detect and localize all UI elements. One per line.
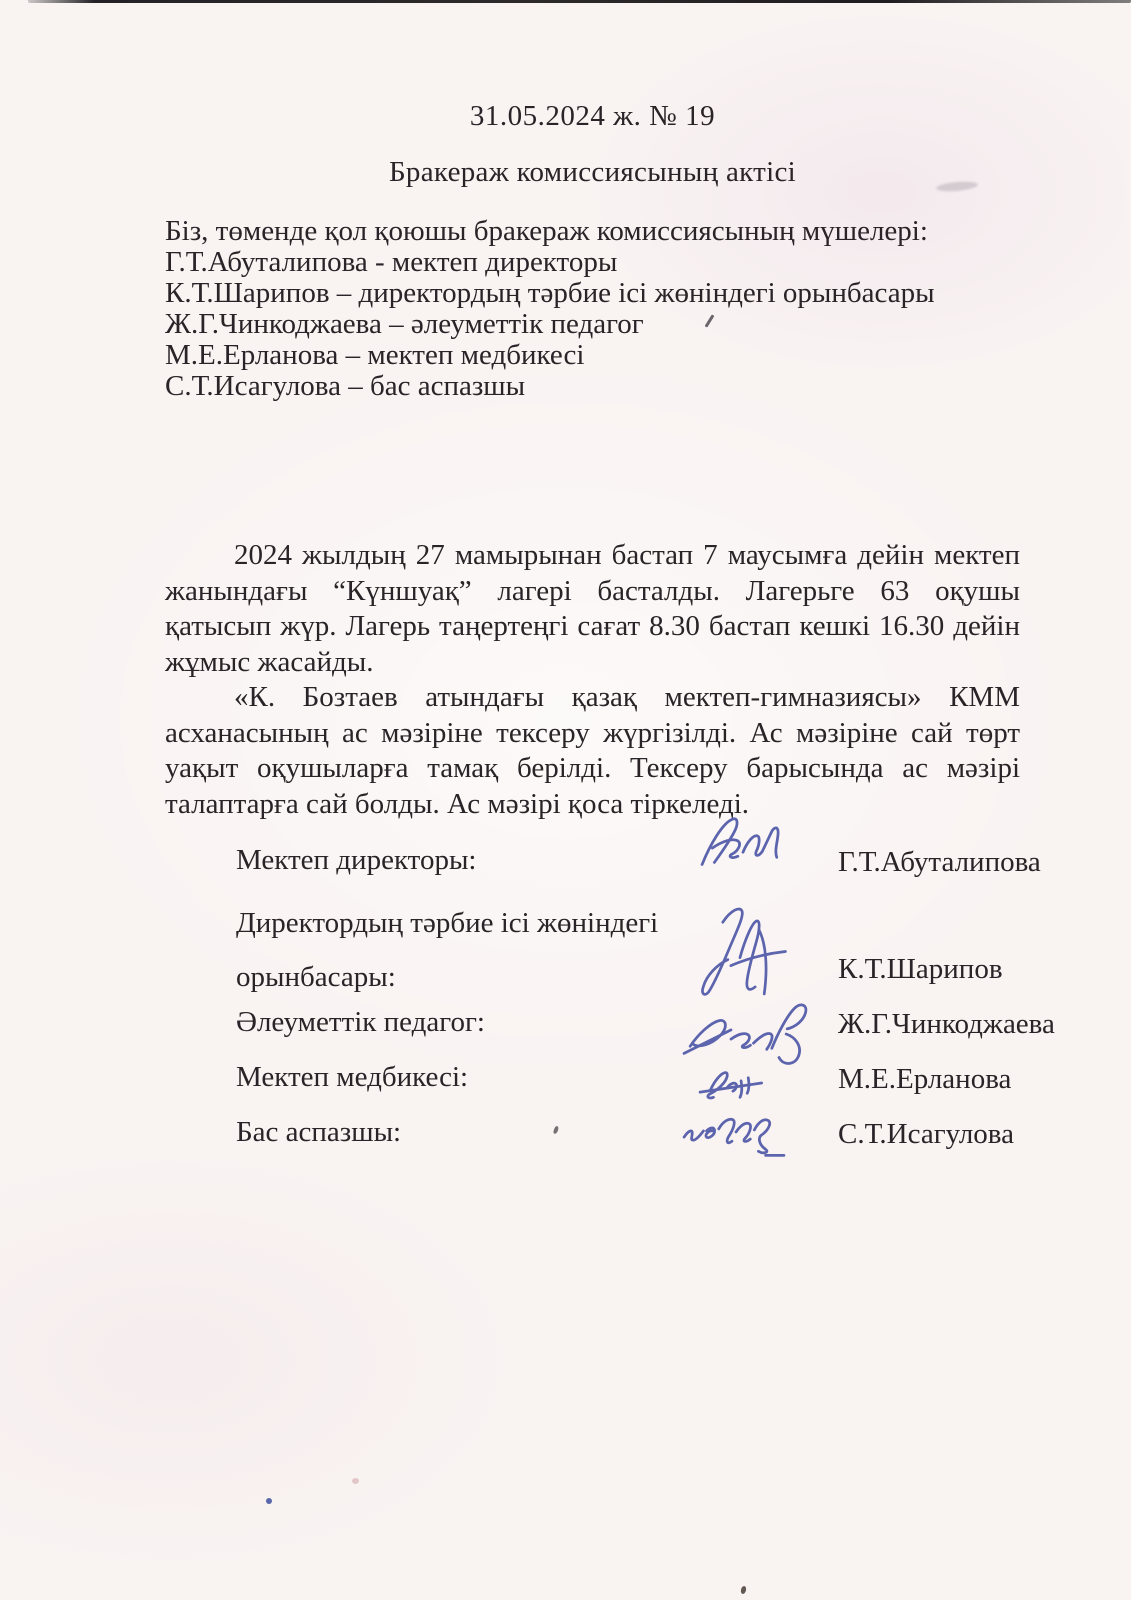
member-line: К.Т.Шарипов – директордың тәрбие ісі жөніндегі орынбасары <box>165 277 935 309</box>
scan-ink-dot <box>266 1498 272 1504</box>
signature-name: К.Т.Шарипов <box>838 953 1003 985</box>
handwritten-signature <box>696 1064 778 1106</box>
signature-name: Ж.Г.Чинкоджаева <box>838 1008 1055 1040</box>
member-line: С.Т.Исагулова – бас аспазшы <box>165 370 526 402</box>
scan-speck <box>352 1478 359 1484</box>
scan-speck <box>740 1585 747 1594</box>
body-paragraph: 2024 жылдың 27 мамырынан бастап 7 маусымға дейін мектеп жанындағы “Күншуақ” лагері басталды. Лагерьге 63 оқушы қатысып жүр. Лагерь таңертеңгі сағат 8.30 бастап кешкі 16.30 дейін жұмыс жасайды. <box>165 539 1020 678</box>
document-title: Бракераж комиссиясының актісі <box>388 156 797 188</box>
scan-edge-line <box>28 0 1131 3</box>
signature-name: М.Е.Ерланова <box>838 1063 1012 1095</box>
signature-role-label: Бас аспазшы: <box>236 1116 402 1148</box>
member-line: Ж.Г.Чинкоджаева – әлеуметтік педагог <box>165 308 644 340</box>
signature-name: Г.Т.Абуталипова <box>838 846 1041 878</box>
document-body <box>165 538 1020 822</box>
signature-role-label: Мектеп директоры: <box>236 844 477 876</box>
commission-members-section <box>165 216 1045 402</box>
signature-role-label: Әлеуметтік педагог: <box>236 1006 485 1038</box>
member-line: Г.Т.Абуталипова - мектеп директоры <box>165 246 618 278</box>
document-date-number: 31.05.2024 ж. № 19 <box>469 100 716 132</box>
signature-role-label: Мектеп медбикесі: <box>236 1061 469 1093</box>
handwritten-signature <box>680 1109 788 1157</box>
body-paragraph: «К. Бозтаев атындағы қазақ мектеп-гимназиясы» КММ асханасының ас мәзіріне тексеру жүргізілді. Ас мәзіріне сай төрт уақыт оқушыларға тамақ берілді. Тексеру барысында ас мәзірі талаптарға сай болды. Ас мәзірі қоса тіркеледі. <box>165 681 1020 820</box>
handwritten-signature <box>698 813 788 873</box>
signature-name: С.Т.Исагулова <box>838 1118 1014 1150</box>
intro-line: Біз, төменде қол қоюшы бракераж комиссиясының мүшелері: <box>165 215 928 247</box>
signature-role-label: Директордың тәрбие ісі жөніндегі орынбасары: <box>236 907 659 993</box>
handwritten-signature <box>694 902 792 998</box>
member-line: М.Е.Ерланова – мектеп медбикесі <box>165 339 585 371</box>
